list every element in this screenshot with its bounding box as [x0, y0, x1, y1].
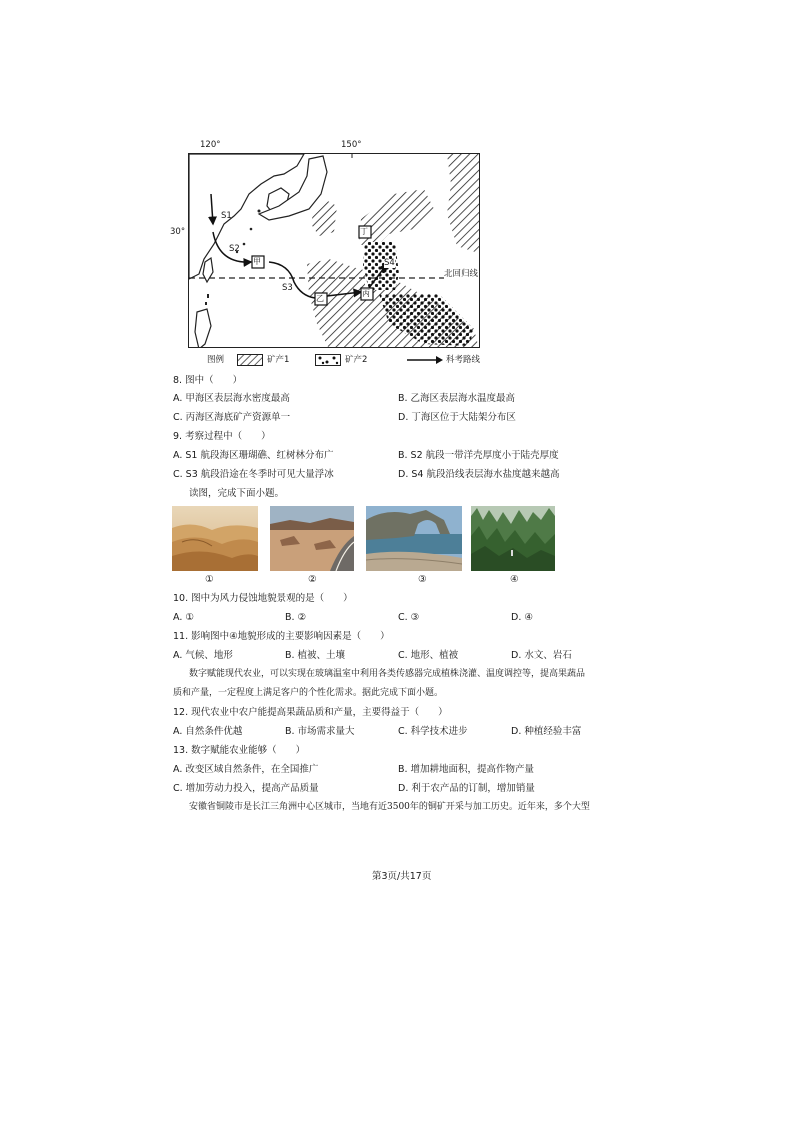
q10-option-b: B. ②	[285, 612, 307, 623]
q8-option-d: D. 丁海区位于大陆架分布区	[398, 412, 516, 423]
q10-stem: 10. 图中为风力侵蚀地貌景观的是（ ）	[173, 593, 353, 604]
photo-2-yardang	[270, 506, 354, 571]
longitude-label-150: 150°	[341, 140, 362, 150]
q12-option-b: B. 市场需求量大	[285, 726, 355, 737]
q8-stem: 8. 图中（ ）	[173, 375, 243, 386]
legend-route: 科考路线	[446, 355, 481, 365]
sea-arch-image	[366, 506, 462, 571]
photo-4-karst-peaks	[471, 506, 555, 571]
region-label-jia: 甲	[253, 257, 261, 266]
q9-option-d: D. S4 航段沿线表层海水盐度越来越高	[398, 469, 560, 480]
ocean-survey-map	[188, 153, 480, 348]
photo-label-3: ③	[418, 574, 427, 585]
route-label-s1: S1	[221, 211, 232, 221]
q13-option-d: D. 利于农产品的订制，增加销量	[398, 783, 535, 794]
intro-read-figure: 读图，完成下面小题。	[189, 488, 285, 499]
photo-label-1: ①	[205, 574, 214, 585]
q12-option-c: C. 科学技术进步	[398, 726, 468, 737]
q11-option-d: D. 水文、岩石	[511, 650, 572, 661]
passage-digital-agriculture-line2: 质和产量，一定程度上满足客户的个性化需求。据此完成下面小题。	[173, 688, 444, 698]
map-legend	[207, 354, 487, 368]
photo-label-2: ②	[308, 574, 317, 585]
q13-option-c: C. 增加劳动力投入，提高产品质量	[173, 783, 319, 794]
q11-stem: 11. 影响图中④地貌形成的主要影响因素是（ ）	[173, 631, 390, 642]
q10-option-a: A. ①	[173, 612, 194, 623]
route-label-s2: S2	[229, 244, 240, 254]
q10-option-c: C. ③	[398, 612, 420, 623]
legend-title: 图例	[207, 355, 225, 365]
q12-stem: 12. 现代农业中农户能提高果蔬品质和产量，主要得益于（ ）	[173, 707, 448, 718]
region-label-yi: 乙	[316, 294, 324, 303]
q8-option-a: A. 甲海区表层海水密度最高	[173, 393, 290, 404]
q10-option-d: D. ④	[511, 612, 533, 623]
region-label-ding: 丁	[360, 227, 368, 236]
land-masses	[189, 154, 327, 348]
q8-option-c: C. 丙海区海底矿产资源单一	[173, 412, 291, 423]
legend-mineral-2: 矿产2	[345, 355, 368, 365]
q11-option-b: B. 植被、土壤	[285, 650, 346, 661]
q11-option-c: C. 地形、植被	[398, 650, 459, 661]
q11-option-a: A. 气候、地形	[173, 650, 233, 661]
q12-option-d: D. 种植经验丰富	[511, 726, 582, 737]
sand-dunes-image	[172, 506, 258, 571]
photo-1-sand-dunes	[172, 506, 258, 571]
region-label-bing: 丙	[362, 289, 370, 298]
longitude-label-120: 120°	[200, 140, 221, 150]
q9-option-b: B. S2 航段一带洋壳厚度小于陆壳厚度	[398, 450, 559, 461]
q9-stem: 9. 考察过程中（ ）	[173, 431, 271, 442]
q13-stem: 13. 数字赋能农业能够（ ）	[173, 745, 306, 756]
passage-tongling-line1: 安徽省铜陵市是长江三角洲中心区城市，当地有近3500年的铜矿开采与加工历史。近年来，多个大型	[189, 802, 590, 812]
photo-label-4: ④	[510, 574, 519, 585]
passage-digital-agriculture-line1: 数字赋能现代农业，可以实现在玻璃温室中利用各类传感器完成植株浇灌、温度调控等，提高果蔬品	[189, 669, 586, 679]
legend-hatch-swatch	[237, 354, 263, 366]
q13-option-b: B. 增加耕地面积，提高作物产量	[398, 764, 535, 775]
yardang-image	[270, 506, 354, 571]
legend-route-arrow-icon	[407, 355, 443, 365]
q8-option-b: B. 乙海区表层海水温度最高	[398, 393, 516, 404]
route-label-s3: S3	[282, 283, 293, 293]
legend-dots-swatch	[315, 354, 341, 366]
q9-option-c: C. S3 航段沿途在冬季时可见大量浮冰	[173, 469, 334, 480]
q12-option-a: A. 自然条件优越	[173, 726, 243, 737]
latitude-label-30: 30°	[170, 227, 186, 237]
tropic-of-cancer-label: 北回归线	[444, 269, 479, 279]
route-label-s4: S4	[384, 258, 395, 268]
legend-mineral-1: 矿产1	[267, 355, 290, 365]
q13-option-a: A. 改变区域自然条件，在全国推广	[173, 764, 319, 775]
page-number-footer: 第3页/共17页	[372, 871, 432, 882]
photo-3-sea-arch	[366, 506, 462, 571]
q9-option-a: A. S1 航段海区珊瑚礁、红树林分布广	[173, 450, 334, 461]
karst-peaks-image	[471, 506, 555, 571]
